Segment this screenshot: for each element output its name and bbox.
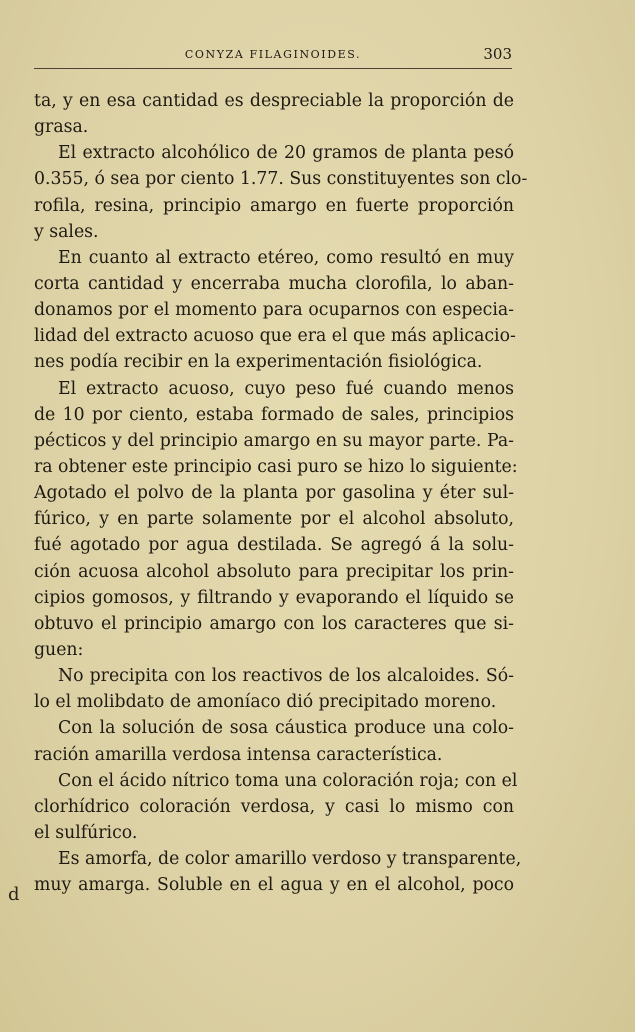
text-line: ción acuosa alcohol absoluto para precipitar los prin- — [34, 561, 514, 582]
text-line: El extracto acuoso, cuyo peso fué cuando menos — [58, 378, 514, 399]
text-line: muy amarga. Soluble en el agua y en el alcohol, poco — [34, 875, 514, 896]
text-line: ra obtener este principio casi puro se hizo lo siguiente: — [34, 456, 518, 477]
text-line: y sales. — [34, 221, 99, 242]
text-line: ración amarilla verdosa intensa característica. — [34, 744, 443, 765]
text-line: fúrico, y en parte solamente por el alcohol absoluto, — [34, 509, 514, 530]
page-header — [34, 44, 512, 69]
text-line: pécticos y del principio amargo en su mayor parte. Pa- — [34, 430, 514, 451]
text-line: el sulfúrico. — [34, 822, 138, 843]
page-number: 303 — [483, 45, 512, 63]
text-line: lidad del extracto acuoso que era el que más aplicacio- — [34, 326, 516, 347]
text-line: obtuvo el principio amargo con los caracteres que si- — [34, 613, 514, 634]
text-line: de 10 por ciento, estaba formado de sales, principios — [34, 404, 514, 425]
text-line: clorhídrico coloración verdosa, y casi lo mismo con — [34, 796, 514, 817]
text-line: Con el ácido nítrico toma una coloración roja; con el — [58, 770, 518, 791]
text-line: Agotado el polvo de la planta por gasolina y éter sul- — [34, 483, 514, 504]
text-line: guen: — [34, 639, 84, 660]
text-line: ta, y en esa cantidad es despreciable la proporción de — [34, 91, 514, 111]
text-line: fué agotado por agua destilada. Se agregó á la solu- — [34, 535, 514, 556]
text-line: corta cantidad y encerraba mucha clorofila, lo aban- — [34, 273, 514, 294]
text-line: rofila, resina, principio amargo en fuerte proporción — [34, 195, 514, 216]
text-line: No precipita con los reactivos de los alcaloides. Só- — [58, 666, 514, 687]
text-line: Con la solución de sosa cáustica produce una colo- — [58, 718, 514, 739]
running-head: CONYZA FILAGINOIDES. — [184, 48, 362, 61]
text-line: El extracto alcohólico de 20 gramos de planta pesó — [58, 143, 514, 164]
text-line: grasa. — [34, 117, 89, 138]
body-text — [34, 88, 528, 898]
text-line: donamos por el momento para ocuparnos con especia- — [34, 300, 514, 321]
text-line: En cuanto al extracto etéreo, como resultó en muy — [58, 247, 514, 268]
text-line: cipios gomosos, y filtrando y evaporando el líquido se — [34, 587, 514, 608]
text-line: nes podía recibir en la experimentación fisiológica. — [34, 352, 483, 373]
text-line: lo el molibdato de amoníaco dió precipitado moreno. — [34, 692, 497, 713]
margin-note: d — [8, 884, 20, 905]
text-line: Es amorfa, de color amarillo verdoso y transparente, — [58, 849, 522, 870]
text-line: 0.355, ó sea por ciento 1.77. Sus constituyentes son clo- — [34, 169, 528, 190]
